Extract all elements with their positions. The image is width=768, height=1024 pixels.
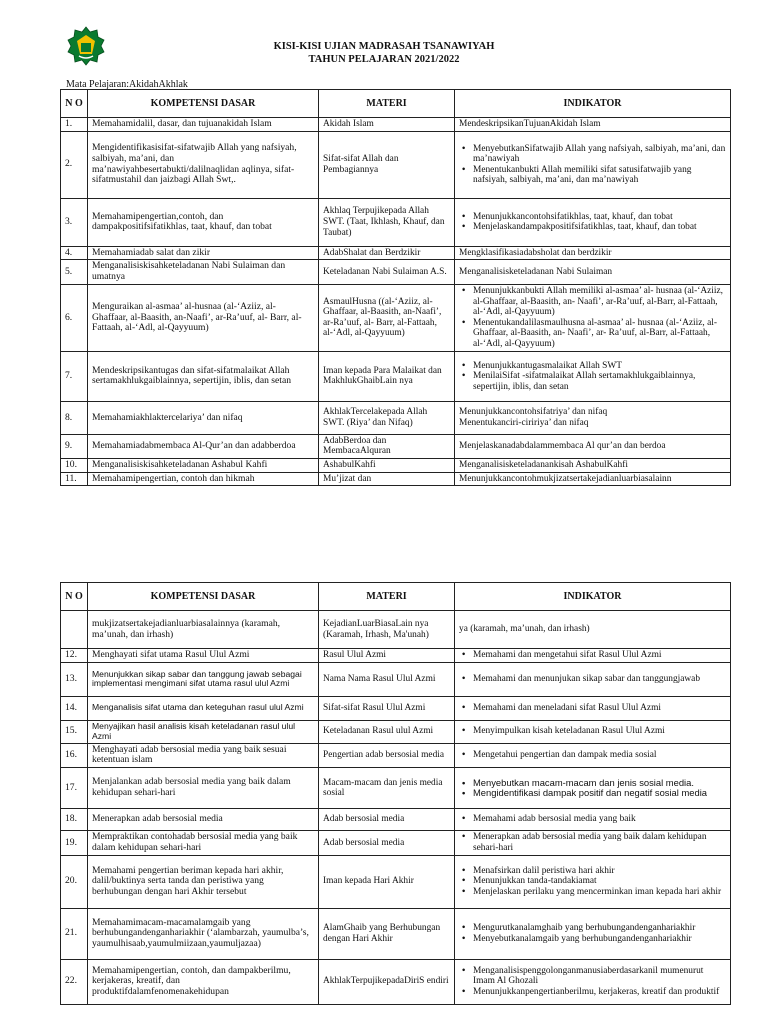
- indikator-cell: [455, 198, 731, 246]
- indikator-text: MendeskripsikanTujuanAkidah Islam: [459, 119, 601, 130]
- materi-cell: Sifat-sifat Rasul Ulul Azmi: [319, 696, 455, 720]
- indikator-cell: [455, 720, 731, 743]
- col-header-indikator: INDIKATOR: [455, 583, 731, 611]
- row-number: 7.: [61, 351, 88, 401]
- row-number: 22.: [61, 959, 88, 1004]
- indikator-item: • Menjelaskandampakpositifsifatikhlas, taat, khauf, dan tobat: [473, 222, 726, 233]
- materi-cell: Pengertian adab bersosial media: [319, 743, 455, 767]
- table-row: [61, 696, 731, 720]
- row-number: 1.: [61, 118, 88, 132]
- kompetensi-dasar-cell: Memahamipengertian,contoh, dan dampakpositifsifatikhlas, taat, khauf, dan tobat: [88, 198, 319, 246]
- indikator-item: • Mengetahui pengertian dan dampak media sosial: [473, 750, 726, 761]
- table-row: [61, 768, 731, 809]
- indikator-item: • Memahami adab bersosial media yang baik: [473, 814, 726, 825]
- kompetensi-dasar-cell: Menghayati sifat utama Rasul Ulul Azmi: [88, 649, 319, 663]
- indikator-text: Menunjukkancontohsifatriya’ dan nifaq: [459, 407, 608, 418]
- subject-label: Mata Pelajaran:AkidahAkhlak: [66, 79, 188, 90]
- kompetensi-dasar-cell: Memahami pengertian beriman kepada hari akhir, dalil/buktinya serta tanda dan peristiwa yang berhubungan dengan hari Akhir tersebut: [88, 855, 319, 908]
- indikator-item: • Menafsirkan dalil peristiwa hari akhir: [473, 866, 726, 877]
- indikator-item: • Memahami dan meneladani sifat Rasul Ulul Azmi: [473, 703, 726, 714]
- indikator-text: Menentukanciri-ciririya’ dan nifaq: [459, 417, 589, 428]
- indikator-item: • Menunjukkan tanda-tandakiamat: [473, 876, 726, 887]
- row-number: [61, 611, 88, 649]
- kompetensi-dasar-cell: Menyajikan hasil analisis kisah keteladanan rasul ulul Azmi: [88, 720, 319, 743]
- indikator-cell: [455, 472, 731, 486]
- indikator-item: • Menyebutkan macam-macam dan jenis sosial media.: [473, 778, 726, 789]
- table-row: [61, 118, 731, 132]
- table-row: [61, 831, 731, 855]
- table-row: [61, 459, 731, 473]
- kompetensi-dasar-cell: Memahamimacam-macamalamgaib yang berhubungandenganhariakhir (‘alambarzah, yaumulba’s, yaumulhisaab,yaumulmiizaan,yaumuljazaa): [88, 908, 319, 959]
- indikator-list: [459, 966, 726, 998]
- kisi-kisi-table-2: [60, 582, 731, 1005]
- materi-cell: Akidah Islam: [319, 118, 455, 132]
- indikator-cell: [455, 284, 731, 351]
- kompetensi-dasar-cell: Menghayati adab bersosial media yang baik sesuai ketentuan islam: [88, 743, 319, 767]
- materi-cell: Rasul Ulul Azmi: [319, 649, 455, 663]
- table-row: [61, 260, 731, 284]
- col-header-materi: MATERI: [319, 583, 455, 611]
- row-number: 5.: [61, 260, 88, 284]
- indikator-item: • Mengurutkanalamghaib yang berhubungandenganhariakhir: [473, 923, 726, 934]
- indikator-list: [459, 212, 726, 233]
- row-number: 20.: [61, 855, 88, 908]
- kompetensi-dasar-cell: Menerapkan adab bersosial media: [88, 809, 319, 831]
- row-number: 17.: [61, 768, 88, 809]
- row-number: 16.: [61, 743, 88, 767]
- indikator-item: • Menunjukkancontohsifatikhlas, taat, khauf, dan tobat: [473, 212, 726, 223]
- indikator-list: [459, 866, 726, 898]
- table-row: [61, 908, 731, 959]
- materi-cell: Mu’jizat dan: [319, 472, 455, 486]
- col-header-indikator: INDIKATOR: [455, 90, 731, 118]
- indikator-item: • Menentukanbukti Allah memiliki sifat satusifatwajib yang nafsiyah, salbiyah, ma’ani, dan ma’nawiyah: [473, 165, 726, 186]
- kompetensi-dasar-cell: Mengidentifikasisifat-sifatwajib Allah yang nafsiyah, salbiyah, ma’ani, dan ma’nawiyahbesertabukti/dalilnaqlidan aqlinya, sifat-sifatmustahil dan jaizbagi Allah Swt,.: [88, 131, 319, 198]
- indikator-item: • MenilaiSifat -sifatmalaikat Allah sertamakhlukgaiblainnya, sepertijin, iblis, dan setan: [473, 371, 726, 392]
- row-number: 13.: [61, 662, 88, 696]
- indikator-item: • Menyebutkanalamgaib yang berhubungandenganhariakhir: [473, 934, 726, 945]
- indikator-list: [459, 144, 726, 186]
- indikator-list: [459, 361, 726, 393]
- kompetensi-dasar-cell: Menganalisiskisahketeladanan Ashabul Kahfi: [88, 459, 319, 473]
- table-row: [61, 246, 731, 260]
- indikator-list: [459, 923, 726, 944]
- materi-cell: Keteladanan Nabi Sulaiman A.S.: [319, 260, 455, 284]
- row-number: 21.: [61, 908, 88, 959]
- kompetensi-dasar-cell: Memahamiadabmembaca Al-Qur’an dan adabberdoa: [88, 434, 319, 458]
- table-row: [61, 720, 731, 743]
- indikator-item: • Menunjukkantugasmalaikat Allah SWT: [473, 361, 726, 372]
- kompetensi-dasar-cell: Menganalisis sifat utama dan keteguhan rasul ulul Azmi: [88, 696, 319, 720]
- table-row: [61, 401, 731, 434]
- indikator-text: Menganalisisketeladanankisah AshabulKahfi: [459, 460, 628, 471]
- col-header-kd: KOMPETENSI DASAR: [88, 583, 319, 611]
- col-header-kd: KOMPETENSI DASAR: [88, 90, 319, 118]
- table-row: [61, 959, 731, 1004]
- row-number: 12.: [61, 649, 88, 663]
- row-number: 6.: [61, 284, 88, 351]
- kompetensi-dasar-cell: Mendeskripsikantugas dan sifat-sifatmalaikat Allah sertamakhlukgaiblainnya, sepertijin, iblis, dan setan: [88, 351, 319, 401]
- kompetensi-dasar-cell: Memahamipengertian, contoh, dan dampakberilmu, kerjakeras, kreatif, dan produktifdalamfenomenakehidupan: [88, 959, 319, 1004]
- materi-cell: Keteladanan Rasul ulul Azmi: [319, 720, 455, 743]
- table-row: [61, 131, 731, 198]
- indikator-list: [459, 650, 726, 661]
- materi-cell: Sifat-sifat Allah dan Pembagiannya: [319, 131, 455, 198]
- table-row: [61, 662, 731, 696]
- indikator-cell: [455, 118, 731, 132]
- kompetensi-dasar-cell: Memahamiakhlaktercelariya’ dan nifaq: [88, 401, 319, 434]
- row-number: 4.: [61, 246, 88, 260]
- table-row: [61, 198, 731, 246]
- row-number: 11.: [61, 472, 88, 486]
- indikator-item: • Menentukandalilasmaulhusna al-asmaa’ al- husnaa (al-‘Aziiz, al-Ghaffaar, al-Baasith, an- Naafi’, ar- Ra’uuf, al-Barr, al-Fattaah, al-‘Adl, al-Qayyuum): [473, 318, 726, 350]
- indikator-list: [459, 703, 726, 714]
- kompetensi-dasar-cell: Menjalankan adab bersosial media yang baik dalam kehidupan sehari-hari: [88, 768, 319, 809]
- materi-cell: AkhlakTercelakepada Allah SWT. (Riya’ dan Nifaq): [319, 401, 455, 434]
- materi-cell: Adab bersosial media: [319, 809, 455, 831]
- row-number: 14.: [61, 696, 88, 720]
- row-number: 3.: [61, 198, 88, 246]
- indikator-cell: [455, 260, 731, 284]
- indikator-item: • Menganalisispenggolonganmanusiaberdasarkanil mumenurut Imam Al Ghozali: [473, 966, 726, 987]
- table-row: [61, 855, 731, 908]
- materi-cell: AshabulKahfi: [319, 459, 455, 473]
- kompetensi-dasar-cell: Mempraktikan contohadab bersosial media yang baik dalam kehidupan sehari-hari: [88, 831, 319, 855]
- document-subtitle: TAHUN PELAJARAN 2021/2022: [308, 54, 460, 65]
- indikator-cell: [455, 696, 731, 720]
- kompetensi-dasar-cell: Menunjukkan sikap sabar dan tanggung jawab sebagai implementasi mengimani sifat utama rasul ulul Azmi: [88, 662, 319, 696]
- row-number: 18.: [61, 809, 88, 831]
- col-header-no: N O: [61, 90, 88, 118]
- indikator-cell: [455, 662, 731, 696]
- indikator-cell: [455, 768, 731, 809]
- materi-cell: AsmaulHusna ((al-‘Aziiz, al-Ghaffaar, al-Baasith, an-Naafi’, ar-Ra’uuf, al- Barr, al-Fattaah, al-‘Adl, al-Qayyuum): [319, 284, 455, 351]
- materi-cell: Macam-macam dan jenis media sosial: [319, 768, 455, 809]
- indikator-cell: [455, 131, 731, 198]
- indikator-cell: [455, 649, 731, 663]
- indikator-text: Menunjukkancontohmukjizatsertakejadianluarbiasalainn: [459, 473, 672, 484]
- indikator-text: Mengklasifikasiadabsholat dan berdzikir: [459, 247, 612, 258]
- row-number: 8.: [61, 401, 88, 434]
- indikator-cell: [455, 809, 731, 831]
- kompetensi-dasar-cell: Menganalisiskisahketeladanan Nabi Sulaiman dan umatnya: [88, 260, 319, 284]
- indikator-item: • Memahami dan menunjukan sikap sabar dan tanggungjawab: [473, 674, 726, 685]
- indikator-item: • Menjelaskan perilaku yang mencerminkan iman kepada hari akhir: [473, 887, 726, 898]
- table-row: [61, 472, 731, 486]
- indikator-cell: [455, 611, 731, 649]
- row-number: 9.: [61, 434, 88, 458]
- indikator-item: • Menerapkan adab bersosial media yang baik dalam kehidupan sehari-hari: [473, 832, 726, 853]
- table-row: [61, 284, 731, 351]
- indikator-list: [459, 778, 726, 799]
- row-number: 19.: [61, 831, 88, 855]
- indikator-text: ya (karamah, ma’unah, dan irhash): [459, 624, 590, 635]
- indikator-cell: [455, 959, 731, 1004]
- indikator-cell: [455, 855, 731, 908]
- indikator-cell: [455, 831, 731, 855]
- table-row: [61, 351, 731, 401]
- table-row: [61, 434, 731, 458]
- table-row: [61, 611, 731, 649]
- row-number: 10.: [61, 459, 88, 473]
- indikator-cell: [455, 459, 731, 473]
- materi-cell: AkhlakTerpujikepadaDiriS endiri: [319, 959, 455, 1004]
- indikator-cell: [455, 246, 731, 260]
- materi-cell: Iman kepada Para Malaikat dan MakhlukGhaibLain nya: [319, 351, 455, 401]
- document-title: KISI-KISI UJIAN MADRASAH TSANAWIYAH: [273, 41, 495, 52]
- materi-cell: KejadianLuarBiasaLain nya (Karamah, Irhash, Ma'unah): [319, 611, 455, 649]
- kompetensi-dasar-cell: Menguraikan al-asmaa’ al-husnaa (al-‘Aziiz, al- Ghaffaar, al-Baasith, an-Naafi’, ar-Ra’uuf, al- Barr, al-Fattaah, al-‘Adl, al-Qayyuum): [88, 284, 319, 351]
- indikator-cell: [455, 908, 731, 959]
- indikator-list: [459, 832, 726, 853]
- indikator-item: • Memahami dan mengetahui sifat Rasul Ulul Azmi: [473, 650, 726, 661]
- indikator-cell: [455, 434, 731, 458]
- indikator-text: Menganalisisketeladanan Nabi Sulaiman: [459, 266, 613, 277]
- materi-cell: Adab bersosial media: [319, 831, 455, 855]
- col-header-materi: MATERI: [319, 90, 455, 118]
- table-row: [61, 649, 731, 663]
- materi-cell: AdabShalat dan Berdzikir: [319, 246, 455, 260]
- indikator-item: • Menunjukkanbukti Allah memiliki al-asmaa’ al- husnaa (al-‘Aziiz, al-Ghaffaar, al-Baasith, an- Naafi’, ar-Ra’uuf, al-Barr, al-Fattaah, al-‘Adl, al-Qayyuum): [473, 286, 726, 318]
- indikator-list: [459, 726, 726, 737]
- kompetensi-dasar-cell: Memahamiadab salat dan zikir: [88, 246, 319, 260]
- row-number: 15.: [61, 720, 88, 743]
- kompetensi-dasar-cell: Memahamidalil, dasar, dan tujuanakidah Islam: [88, 118, 319, 132]
- materi-cell: Nama Nama Rasul Ulul Azmi: [319, 662, 455, 696]
- materi-cell: Akhlaq Terpujikepada Allah SWT. (Taat, Ikhlash, Khauf, dan Taubat): [319, 198, 455, 246]
- table-row: [61, 809, 731, 831]
- materi-cell: AlamGhaib yang Berhubungan dengan Hari Akhir: [319, 908, 455, 959]
- table-row: [61, 743, 731, 767]
- col-header-no: N O: [61, 583, 88, 611]
- indikator-list: [459, 814, 726, 825]
- indikator-item: • Menunjukkanpengertianberilmu, kerjakeras, kreatif dan produktif: [473, 987, 726, 998]
- indikator-cell: [455, 351, 731, 401]
- indikator-item: • MenyebutkanSifatwajib Allah yang nafsiyah, salbiyah, ma’ani, dan ma’nawiyah: [473, 144, 726, 165]
- indikator-list: [459, 286, 726, 349]
- indikator-item: • Menyimpulkan kisah keteladanan Rasul Ulul Azmi: [473, 726, 726, 737]
- kompetensi-dasar-cell: Memahamipengertian, contoh dan hikmah: [88, 472, 319, 486]
- indikator-list: [459, 750, 726, 761]
- indikator-cell: [455, 401, 731, 434]
- materi-cell: Iman kepada Hari Akhir: [319, 855, 455, 908]
- indikator-cell: [455, 743, 731, 767]
- indikator-item: • Mengidentifikasi dampak positif dan negatif sosial media: [473, 788, 726, 799]
- materi-cell: AdabBerdoa dan MembacaAlquran: [319, 434, 455, 458]
- row-number: 2.: [61, 131, 88, 198]
- kisi-kisi-table-1: [60, 89, 731, 486]
- indikator-list: [459, 674, 726, 685]
- indikator-text: Menjelaskanadabdalammembaca Al qur’an dan berdoa: [459, 441, 666, 452]
- kompetensi-dasar-cell: mukjizatsertakejadianluarbiasalainnya (karamah, ma’unah, dan irhash): [88, 611, 319, 649]
